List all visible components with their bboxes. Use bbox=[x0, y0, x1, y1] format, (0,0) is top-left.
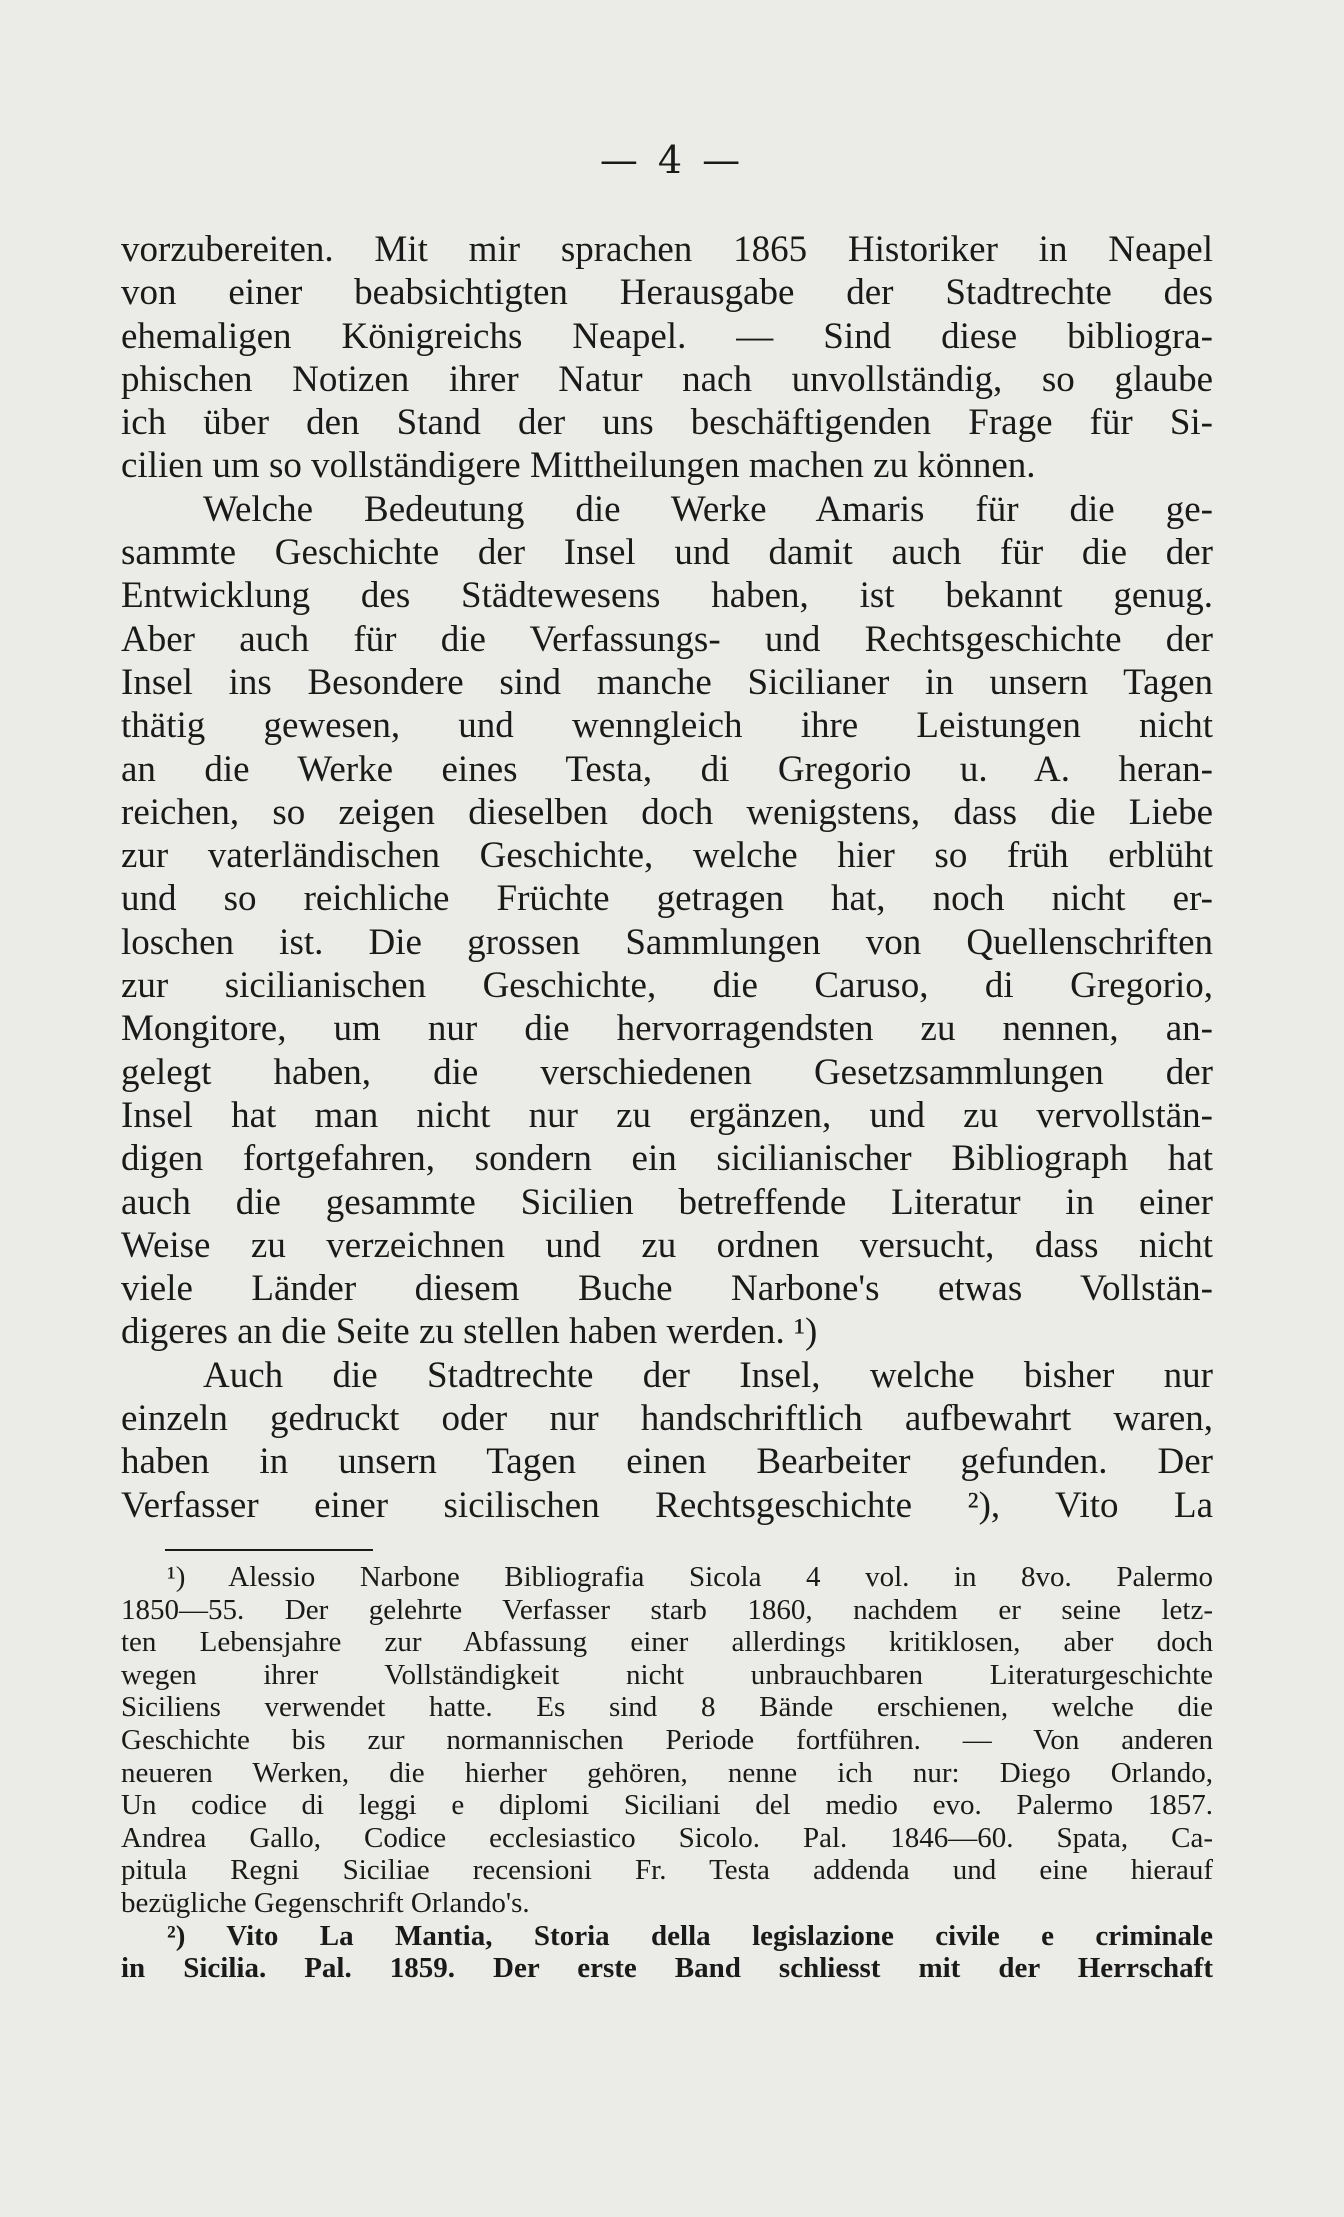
text-line: ehemaligen Königreichs Neapel. — Sind diese bibliogra- bbox=[121, 315, 1213, 357]
text-line: reichen, so zeigen dieselben doch wenigstens, dass die Liebe bbox=[121, 791, 1213, 833]
footnote-line: ²) Vito La Mantia, Storia della legislazione civile e criminale bbox=[167, 1919, 1213, 1952]
text-line: digeres an die Seite zu stellen haben werden. ¹) bbox=[121, 1311, 818, 1353]
footnote-line: ten Lebensjahre zur Abfassung einer allerdings kritiklosen, aber doch bbox=[121, 1626, 1213, 1659]
text-line: Insel ins Besondere sind manche Sicilianer in unsern Tagen bbox=[121, 661, 1213, 703]
text-line: einzeln gedruckt oder nur handschriftlich aufbewahrt waren, bbox=[121, 1398, 1213, 1440]
text-line: viele Länder diesem Buche Narbone's etwas Vollstän- bbox=[121, 1268, 1213, 1310]
text-line: phischen Notizen ihrer Natur nach unvollständig, so glaube bbox=[121, 358, 1213, 400]
text-line: Aber auch für die Verfassungs- und Rechtsgeschichte der bbox=[121, 618, 1213, 660]
text-line: Welche Bedeutung die Werke Amaris für die ge- bbox=[203, 488, 1213, 530]
footnote-line: wegen ihrer Vollständigkeit nicht unbrauchbaren Literaturgeschichte bbox=[121, 1658, 1213, 1691]
footnote-line: pitula Regni Siciliae recensioni Fr. Testa addenda und eine hierauf bbox=[121, 1854, 1213, 1887]
text-line: sammte Geschichte der Insel und damit auch für die der bbox=[121, 532, 1213, 574]
text-line: cilien um so vollständigere Mittheilungen machen zu können. bbox=[121, 445, 1036, 487]
footnote-line: bezügliche Gegenschrift Orlando's. bbox=[121, 1886, 530, 1919]
footnote-separator bbox=[165, 1549, 373, 1551]
text-line: Insel hat man nicht nur zu ergänzen, und zu vervollstän- bbox=[121, 1094, 1213, 1136]
footnotes bbox=[121, 1561, 1213, 1985]
footnote-line: Siciliens verwendet hatte. Es sind 8 Bände erschienen, welche die bbox=[121, 1691, 1213, 1724]
text-line: Entwicklung des Städtewesens haben, ist bekannt genug. bbox=[121, 575, 1213, 617]
text-line: zur vaterländischen Geschichte, welche hier so früh erblüht bbox=[121, 835, 1213, 877]
footnote-line: 1850—55. Der gelehrte Verfasser starb 1860, nachdem er seine letz- bbox=[121, 1593, 1213, 1626]
footnote-line: Geschichte bis zur normannischen Periode fortführen. — Von anderen bbox=[121, 1723, 1213, 1756]
footnote-line: ¹) Alessio Narbone Bibliografia Sicola 4 vol. in 8vo. Palermo bbox=[167, 1561, 1213, 1593]
page-number: — 4 — bbox=[599, 138, 745, 182]
text-line: Weise zu verzeichnen und zu ordnen versucht, dass nicht bbox=[121, 1224, 1213, 1266]
text-line: zur sicilianischen Geschichte, die Caruso, di Gregorio, bbox=[121, 965, 1213, 1007]
text-line: vorzubereiten. Mit mir sprachen 1865 Historiker in Neapel bbox=[121, 229, 1213, 270]
footnote-line: in Sicilia. Pal. 1859. Der erste Band schliesst mit der Herrschaft bbox=[121, 1952, 1213, 1985]
text-line: haben in unsern Tagen einen Bearbeiter gefunden. Der bbox=[121, 1441, 1213, 1483]
text-line: ich über den Stand der uns beschäftigenden Frage für Si- bbox=[121, 402, 1213, 444]
text-line: loschen ist. Die grossen Sammlungen von Quellenschriften bbox=[121, 921, 1213, 963]
text-line: und so reichliche Früchte getragen hat, noch nicht er- bbox=[121, 878, 1213, 920]
main-text bbox=[121, 228, 1213, 1527]
text-line: gelegt haben, die verschiedenen Gesetzsammlungen der bbox=[121, 1051, 1213, 1093]
text-line: Mongitore, um nur die hervorragendsten zu nennen, an- bbox=[121, 1008, 1213, 1050]
text-line: thätig gewesen, und wenngleich ihre Leistungen nicht bbox=[121, 705, 1213, 747]
text-line: von einer beabsichtigten Herausgabe der Stadtrechte des bbox=[121, 272, 1213, 314]
text-line: digen fortgefahren, sondern ein sicilianischer Bibliograph hat bbox=[121, 1138, 1213, 1180]
footnote-line: neueren Werken, die hierher gehören, nenne ich nur: Diego Orlando, bbox=[121, 1756, 1213, 1789]
text-line: auch die gesammte Sicilien betreffende Literatur in einer bbox=[121, 1181, 1213, 1223]
text-line: Verfasser einer sicilischen Rechtsgeschichte ²), Vito La bbox=[121, 1484, 1213, 1526]
text-line: an die Werke eines Testa, di Gregorio u. A. heran- bbox=[121, 748, 1213, 790]
footnote-line: Andrea Gallo, Codice ecclesiastico Sicolo. Pal. 1846—60. Spata, Ca- bbox=[121, 1821, 1213, 1854]
footnote-line: Un codice di leggi e diplomi Siciliani del medio evo. Palermo 1857. bbox=[121, 1789, 1213, 1822]
text-line: Auch die Stadtrechte der Insel, welche bisher nur bbox=[203, 1354, 1213, 1396]
